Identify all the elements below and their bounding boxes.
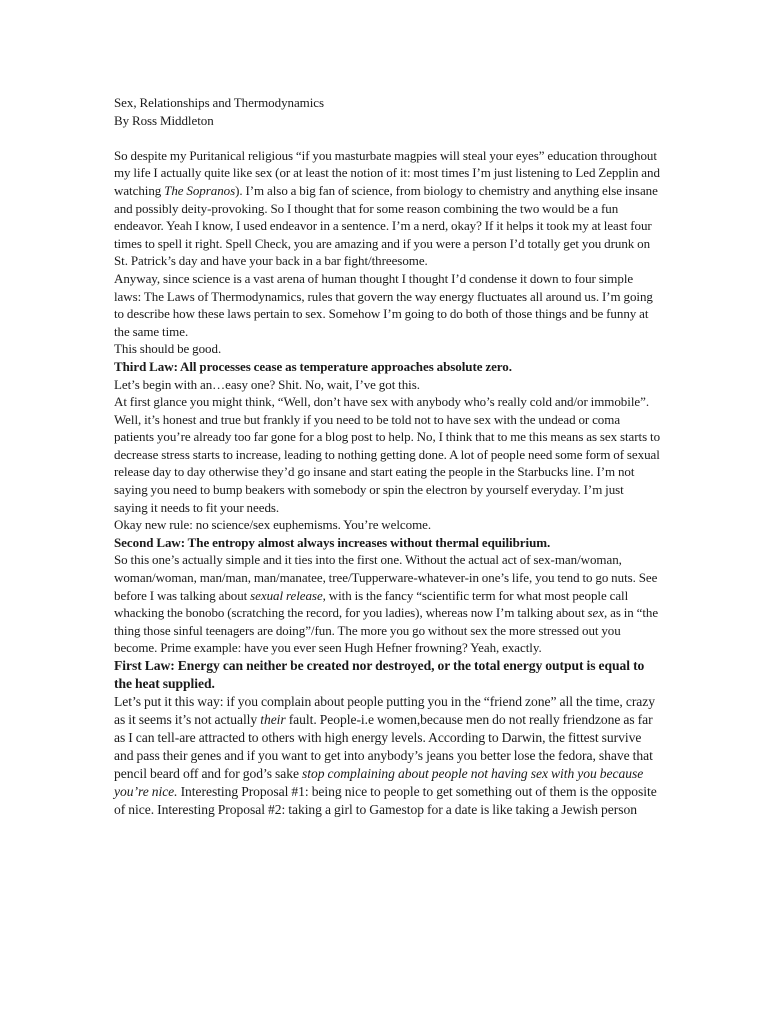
paragraph-this-should-be-good: This should be good. (114, 341, 222, 357)
paragraph-first-law (114, 693, 660, 819)
document-title: Sex, Relationships and Thermodynamics (114, 95, 325, 110)
text-run: as in “the thing those sinful teenagers are doing”/fun. The more you go without sex the more stressed out you become. Prime example: have you ever seen Hugh Hefner frowning? Yeah, exactly. (114, 605, 659, 656)
spacer (114, 129, 660, 147)
heading-second-law: Second Law: The entropy almost always increases without thermal equilibrium. (114, 534, 551, 550)
paragraph-new-rule: Okay new rule: no science/sex euphemisms. You’re welcome. (114, 517, 432, 533)
paragraph-easy-one: Let’s begin with an…easy one? Shit. No, wait, I’ve got this. (114, 376, 420, 392)
document-body (114, 94, 660, 819)
italic-run: their (260, 712, 286, 727)
text-run: So this one’s actually simple and it ties into the first one. Without the actual act of sex-man/woman, woman/woman, man/man, man/manatee, tree/Tupperware-whatever-in one’s life, you tend to go nuts. See before I was talking about (114, 552, 658, 603)
text-run: So despite my Puritanical religious “if you masturbate magpies will steal your eyes” education throughout my life I actually quite like sex (or at least the notion of it: most times I’m just listening to Led Zepplin and watching (114, 147, 660, 198)
italic-run: sexual release (250, 587, 323, 603)
paragraph-intro (114, 147, 660, 270)
document-byline: By Ross Middleton (114, 112, 214, 128)
italic-run: stop complaining about people not having sex with you because you’re nice. (114, 766, 644, 799)
paragraph-second-law (114, 551, 660, 657)
heading-third-law: Third Law: All processes cease as temperature approaches absolute zero. (114, 358, 512, 374)
text-run: , with is the fancy “scientific term for what most people call whacking the bonobo (scratching the record, for you ladies), whereas now I’m talking about (114, 587, 629, 621)
text-run: ). I’m also a big fan of science, from biology to chemistry and anything else insane and possibly deity-provoking. So I thought that for some reason combining the two would be a fun endeavor. Yeah I know, I used endeavor in a sentence. I’m a nerd, okay? If it helps it took my at least four times to spell it right. Spell Check, you are amazing and if you were a person I’d totally get you drunk on St. Patrick’s day and have your back in a bar fight/threesome. (114, 182, 658, 269)
text-run: fault. People-i.e women,because men do not really friendzone as far as I can tell-are attracted to others with high energy levels. According to Darwin, the fittest survive and pass their genes and if you want to get into anybody’s jeans you better lose the fedora, shave that pencil beard off and for god’s sake (114, 712, 653, 781)
italic-run: The Sopranos (164, 182, 236, 198)
text-run: Interesting Proposal #1: being nice to people to get something out of them is the opposite of nice. Interesting Proposal #2: taking a girl to Gamestop for a date is like taking a Jewish person (114, 784, 657, 817)
italic-run: sex, (587, 605, 608, 621)
paragraph-first-glance: At first glance you might think, “Well, don’t have sex with anybody who’s really cold and/or immobile”. Well, it’s honest and true but frankly if you need to be told not to have sex with the undead or coma patients you’re already too far gone for a blog post to help. No, I think that to me this means as sex starts to decrease stress starts to increase, leading to nothing getting done. A lot of people need some form of sexual release day to day otherwise they’d go insane and start eating the people in the Starbucks line. I’m not saying you need to bump beakers with somebody or spin the electron by yourself everyday. I’m just saying it needs to fit your needs. (114, 394, 661, 515)
heading-first-law: First Law: Energy can neither be created nor destroyed, or the total energy output is equal to the heat supplied. (114, 658, 645, 691)
text-run: Let’s put it this way: if you complain about people putting you in the “friend zone” all the time, crazy as it seems it’s not actually (114, 694, 656, 727)
paragraph-laws-intro: Anyway, since science is a vast arena of human thought I thought I’d condense it down to four simple laws: The Laws of Thermodynamics, rules that govern the way energy fluctuates all around us. I’m going to describe how these laws pertain to sex. Somehow I’m going to do both of those things and be funny at the same time. (114, 270, 653, 339)
